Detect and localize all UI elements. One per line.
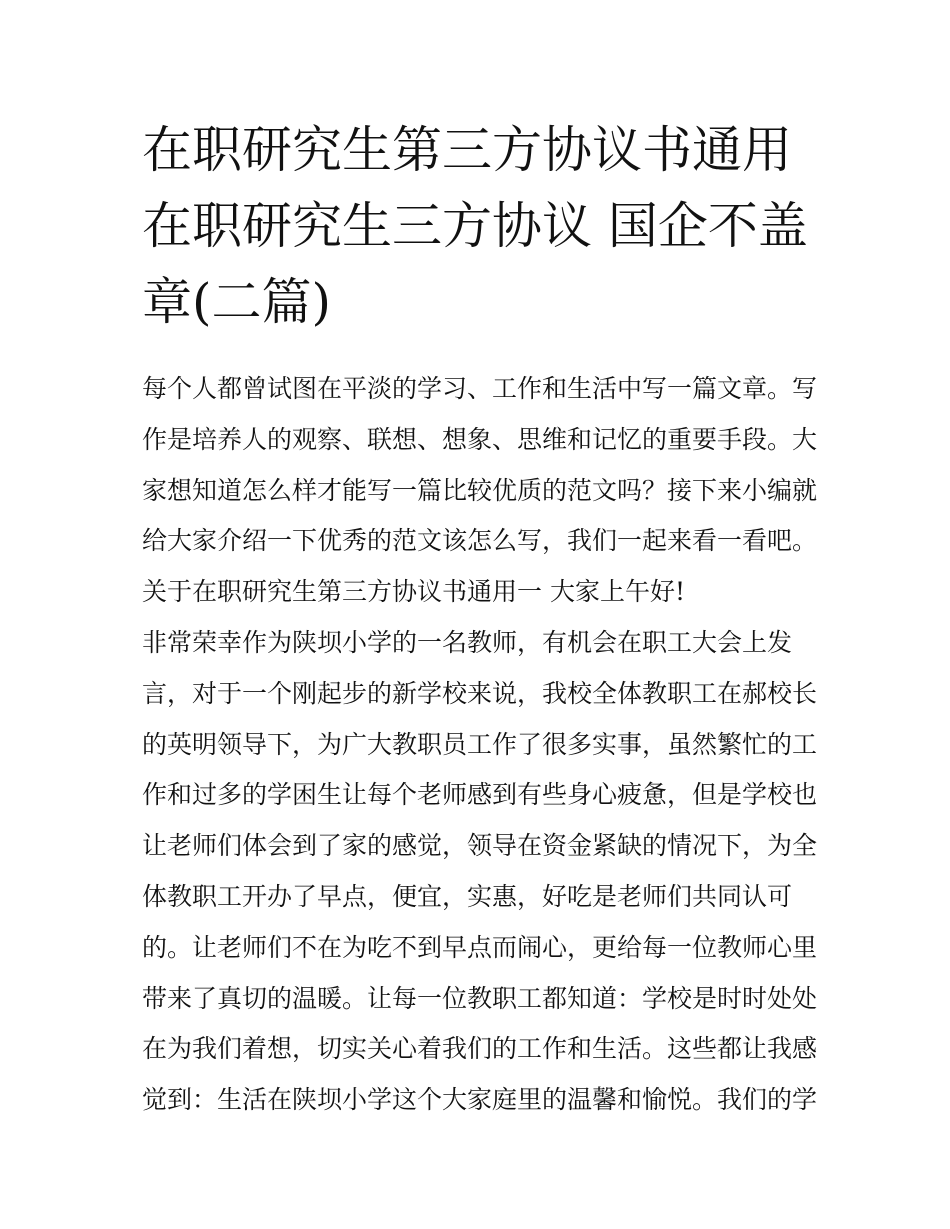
document-content (142, 112, 818, 1126)
body-line: 带来了真切的温暖。让每一位教职工都知道：学校是时时处处 (142, 983, 818, 1013)
body-line: 非常荣幸作为陕坝小学的一名教师，有机会在职工大会上发 (142, 627, 793, 657)
title-line: 章(二篇) (142, 273, 332, 331)
body-line: 关于在职研究生第三方协议书通用一 大家上午好! (142, 577, 685, 607)
body-line: 让老师们体会到了家的感觉，领导在资金紧缺的情况下，为全 (142, 831, 818, 861)
body-line: 体教职工开办了早点，便宜，实惠，好吃是老师们共同认可 (142, 881, 793, 911)
body-line: 作和过多的学困生让每个老师感到有些身心疲惫，但是学校也 (142, 780, 818, 810)
body-line: 的。让老师们不在为吃不到早点而闹心，更给每一位教师心里 (142, 932, 818, 962)
body-line: 在为我们着想，切实关心着我们的工作和生活。这些都让我感 (142, 1034, 818, 1064)
title-line: 在职研究生第三方协议书通用 (142, 121, 792, 179)
document-body (142, 364, 818, 1126)
body-line: 给大家介绍一下优秀的范文该怎么写，我们一起来看一看吧。 (142, 526, 818, 556)
body-line: 家想知道怎么样才能写一篇比较优质的范文吗？接下来小编就 (142, 475, 818, 505)
title-line: 在职研究生三方协议 国企不盖 (142, 197, 808, 255)
body-line: 的英明领导下，为广大教职员工作了很多实事，虽然繁忙的工 (142, 729, 818, 759)
body-line: 每个人都曾试图在平淡的学习、工作和生活中写一篇文章。写 (142, 374, 818, 403)
body-line: 觉到：生活在陕坝小学这个大家庭里的温馨和愉悦。我们的学 (142, 1085, 818, 1115)
document-title (142, 112, 814, 340)
body-line: 作是培养人的观察、联想、想象、思维和记忆的重要手段。大 (142, 424, 818, 454)
body-line: 言，对于一个刚起步的新学校来说，我校全体教职工在郝校长 (142, 678, 818, 708)
